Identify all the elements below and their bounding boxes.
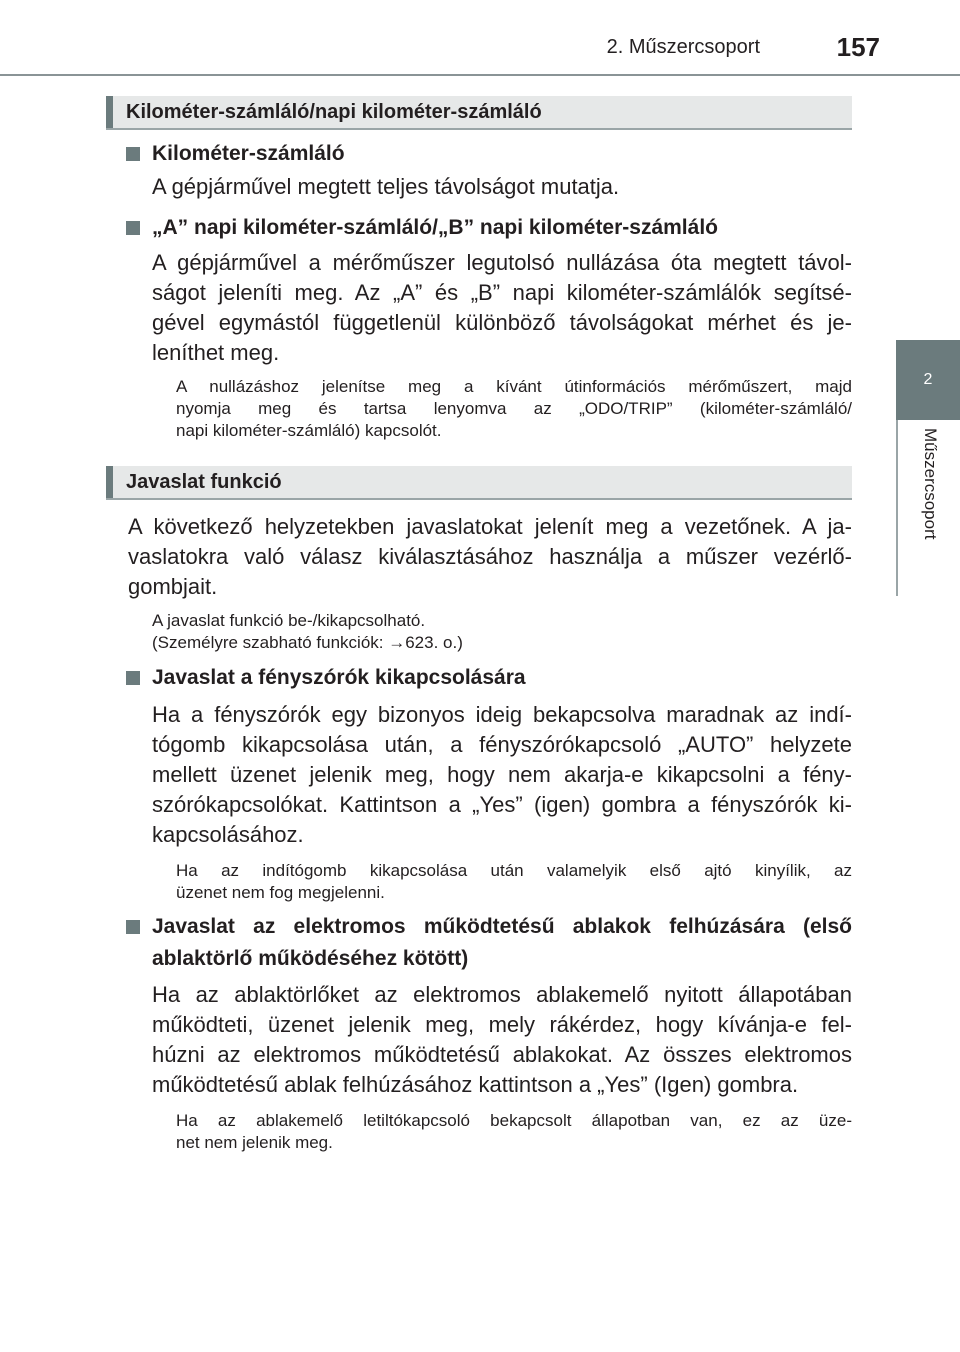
chapter-tab-number <box>896 340 960 420</box>
text-line: működteti, üzenet jelenik meg, mely rákérdez, hogy kívánja-e fel- <box>152 1012 852 1037</box>
note <box>176 376 852 442</box>
section-title: Javaslat funkció <box>126 471 282 493</box>
bullet-square-icon <box>126 221 140 235</box>
subheading <box>152 911 852 975</box>
chapter-number: 2 <box>923 371 933 388</box>
header-rule <box>0 74 960 76</box>
running-header-section: 2. Műszercsoport <box>606 36 760 58</box>
note-line: Ha az indítógomb kikapcsolása után valamelyik első ajtó kinyílik, az <box>176 861 852 880</box>
text-line: működtetésű ablak felhúzásához kattintson a „Yes” (Igen) gombra. <box>152 1072 799 1097</box>
paragraph <box>152 172 852 202</box>
subheading-line: Javaslat az elektromos működtetésű ablakok felhúzására (első <box>152 915 852 938</box>
text-line: A gépjárművel a mérőműszer legutolsó nullázása óta megtett távol- <box>152 250 852 275</box>
subheading-line: ablaktörlő működéséhez kötött) <box>152 947 469 970</box>
section-header-bar <box>106 466 113 498</box>
bullet-square-icon <box>126 671 140 685</box>
note-line: net nem jelenik meg. <box>176 1133 333 1152</box>
note-line: napi kilométer-számláló) kapcsolót. <box>176 421 442 440</box>
note-line: A javaslat funkció be-/kikapcsolható. <box>152 611 426 630</box>
paragraph <box>128 512 852 602</box>
subheading: Javaslat a fényszórók kikapcsolására <box>152 666 526 689</box>
text-line: A gépjárművel megtett teljes távolságot mutatja. <box>152 174 620 199</box>
page-number: 157 <box>836 32 880 62</box>
note-line: nyomja meg és tartsa lenyomva az „ODO/TRIP” (kilométer-számláló/ <box>176 399 852 418</box>
text-line: gével egymástól függetlenül különböző távolságokat mérhet és je- <box>152 310 852 335</box>
text-line: tógomb kikapcsolása után, a fényszórókapcsoló „AUTO” helyzete <box>152 732 852 757</box>
subheading: „A” napi kilométer-számláló/„B” napi kilométer-számláló <box>152 216 718 239</box>
text-line: Ha az ablaktörlőket az elektromos ablakemelő nyitott állapotában <box>152 982 852 1007</box>
note-line: A nullázáshoz jelenítse meg a kívánt útinformációs mérőműszert, majd <box>176 377 852 396</box>
text-line: szórókapcsolókat. Kattintson a „Yes” (igen) gombra a fényszórók ki- <box>152 792 852 817</box>
paragraph <box>152 248 852 368</box>
text-line: A következő helyzetekben javaslatokat jelenít meg a vezetőnek. A ja- <box>128 514 852 539</box>
text-line: mellett üzenet jelenik meg, hogy nem akarja-e kikapcsolni a fény- <box>152 762 852 787</box>
note <box>176 1110 852 1154</box>
bullet-square-icon <box>126 147 140 161</box>
text-line: ságot jeleníti meg. Az „A” és „B” napi kilométer-számlálók segítsé- <box>152 280 852 305</box>
section-header-suggestion <box>106 466 852 500</box>
paragraph <box>152 700 852 850</box>
section-header-odometer <box>106 96 852 130</box>
text-line: húzni az elektromos működtetésű ablakokat. Az összes elektromos <box>152 1042 852 1067</box>
bullet-square-icon <box>126 920 140 934</box>
text-line: leníthet meg. <box>152 340 280 365</box>
note-line: (Személyre szabható funkciók: →623. o.) <box>152 633 463 652</box>
note <box>176 860 852 904</box>
chapter-label: Műszercsoport <box>921 428 940 540</box>
section-title: Kilométer-számláló/napi kilométer-számláló <box>126 101 542 123</box>
note <box>152 610 852 654</box>
subheading: Kilométer-számláló <box>152 142 345 165</box>
text-line: gombjait. <box>128 574 218 599</box>
section-header-bar <box>106 96 113 128</box>
text-line: Ha a fényszórók egy bizonyos ideig bekapcsolva maradnak az indí- <box>152 702 852 727</box>
text-line: kapcsolásához. <box>152 822 304 847</box>
note-line: üzenet nem fog megjelenni. <box>176 883 385 902</box>
chapter-tab-label <box>896 420 960 596</box>
note-line: Ha az ablakemelő letiltókapcsoló bekapcsolt állapotban van, ez az üze- <box>176 1111 852 1130</box>
paragraph <box>152 980 852 1100</box>
text-line: vaslatokra való válasz kiválasztásához használja a műszer vezérlő- <box>128 544 852 569</box>
